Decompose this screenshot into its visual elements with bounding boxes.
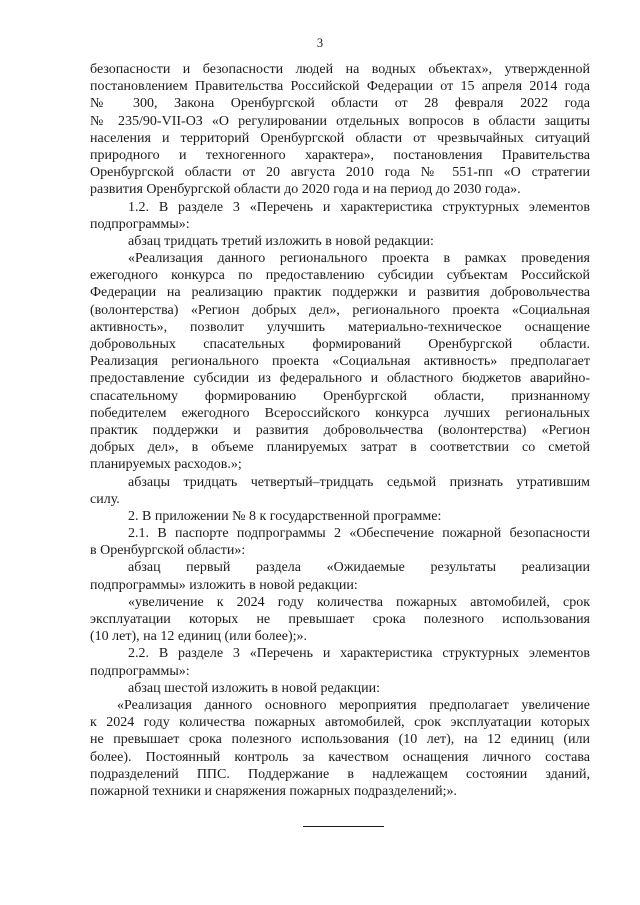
text-line: (волонтерства) «Регион добрых дел», регионального проекта «Социальная bbox=[90, 302, 590, 318]
text-line: абзацы тридцать четвертый–тридцать седьмой признать утратившим bbox=[128, 474, 590, 490]
text-line: подразделений ППС. Поддержание в надлежащем состоянии зданий, bbox=[90, 766, 590, 782]
text-line: абзац первый раздела «Ожидаемые результаты реализации bbox=[128, 560, 590, 576]
document-body bbox=[90, 61, 590, 800]
text-line: 2.2. В разделе 3 «Перечень и характеристика структурных элементов bbox=[128, 646, 590, 662]
text-line: 1.2. В разделе 3 «Перечень и характеристика структурных элементов bbox=[128, 199, 590, 215]
text-line: более). Постоянный контроль за качеством оснащения личного состава bbox=[90, 749, 590, 765]
text-line: пожарной техники и снаряжения пожарных подразделений;». bbox=[90, 783, 457, 799]
text-line: подпрограммы»: bbox=[90, 663, 190, 679]
text-line: подпрограммы»: bbox=[90, 216, 190, 232]
closing-divider bbox=[303, 826, 384, 827]
text-line: не превышает срока полезного использования (10 лет), на 12 единиц (или bbox=[90, 732, 590, 748]
text-line: 2.1. В паспорте подпрограммы 2 «Обеспечение пожарной безопасности bbox=[128, 526, 590, 542]
text-line: победителем ежегодного Всероссийского конкурса лучших региональных bbox=[90, 405, 590, 421]
text-line: практик поддержки и развития добровольчества (волонтерства) «Регион bbox=[90, 422, 590, 438]
text-line: «Реализация данного основного мероприятия предполагает увеличение bbox=[117, 697, 590, 713]
text-line: № 235/90-VII-ОЗ «О регулировании отдельных вопросов в области защиты bbox=[90, 113, 590, 129]
text-line: добрых дел», в объеме планируемых затрат в соответствии со сметой bbox=[90, 440, 590, 456]
text-line: населения и территорий Оренбургской области от чрезвычайных ситуаций bbox=[90, 130, 590, 146]
text-line: 2. В приложении № 8 к государственной программе: bbox=[128, 508, 442, 524]
text-line: активность», позволит улучшить материально-техническое оснащение bbox=[90, 319, 590, 335]
text-line: абзац шестой изложить в новой редакции: bbox=[128, 680, 381, 696]
text-line: (10 лет), на 12 единиц (или более);». bbox=[90, 629, 308, 645]
text-line: Федерации на реализацию практик поддержки и развития добровольчества bbox=[90, 285, 590, 301]
text-line: «увеличение к 2024 году количества пожарных автомобилей, срок bbox=[128, 594, 590, 610]
text-line: к 2024 году количества пожарных автомобилей, срок эксплуатации которых bbox=[90, 715, 590, 731]
text-line: эксплуатации которых не превышает срока полезного использования bbox=[90, 612, 590, 627]
text-line: в Оренбургской области»: bbox=[90, 543, 246, 559]
text-line: № 300, Закона Оренбургской области от 28 февраля 2022 года bbox=[90, 96, 590, 112]
text-line: спасательному формированию Оренбургской области, признанному bbox=[90, 388, 590, 404]
text-line: предоставление субсидии из федерального и областного бюджетов аварийно- bbox=[90, 371, 590, 387]
text-line: «Реализация данного регионального проекта в рамках проведения bbox=[128, 251, 590, 267]
text-line: силу. bbox=[90, 491, 120, 507]
text-line: абзац тридцать третий изложить в новой редакции: bbox=[128, 233, 434, 249]
text-line: подпрограммы» изложить в новой редакции: bbox=[90, 577, 358, 593]
text-line: планируемых расходов.»; bbox=[90, 457, 242, 473]
text-line: постановлением Правительства Российской Федерации от 15 апреля 2014 года bbox=[90, 79, 590, 95]
text-line: Реализация регионального проекта «Социальная активность» предполагает bbox=[90, 354, 590, 370]
text-line: безопасности и безопасности людей на водных объектах», утвержденной bbox=[90, 62, 590, 77]
text-line: природного и техногенного характера», постановления Правительства bbox=[90, 147, 590, 163]
text-line: развития Оренбургской области до 2020 года и на период до 2030 года». bbox=[90, 182, 521, 198]
text-line: ежегодного конкурса по предоставлению субсидии субъектам Российской bbox=[90, 268, 590, 284]
page-number: 3 bbox=[316, 36, 324, 50]
text-line: добровольных спасательных формирований Оренбургской области. bbox=[90, 337, 590, 352]
text-line: Оренбургской области от 20 августа 2010 года № 551-пп «О стратегии bbox=[90, 165, 590, 181]
